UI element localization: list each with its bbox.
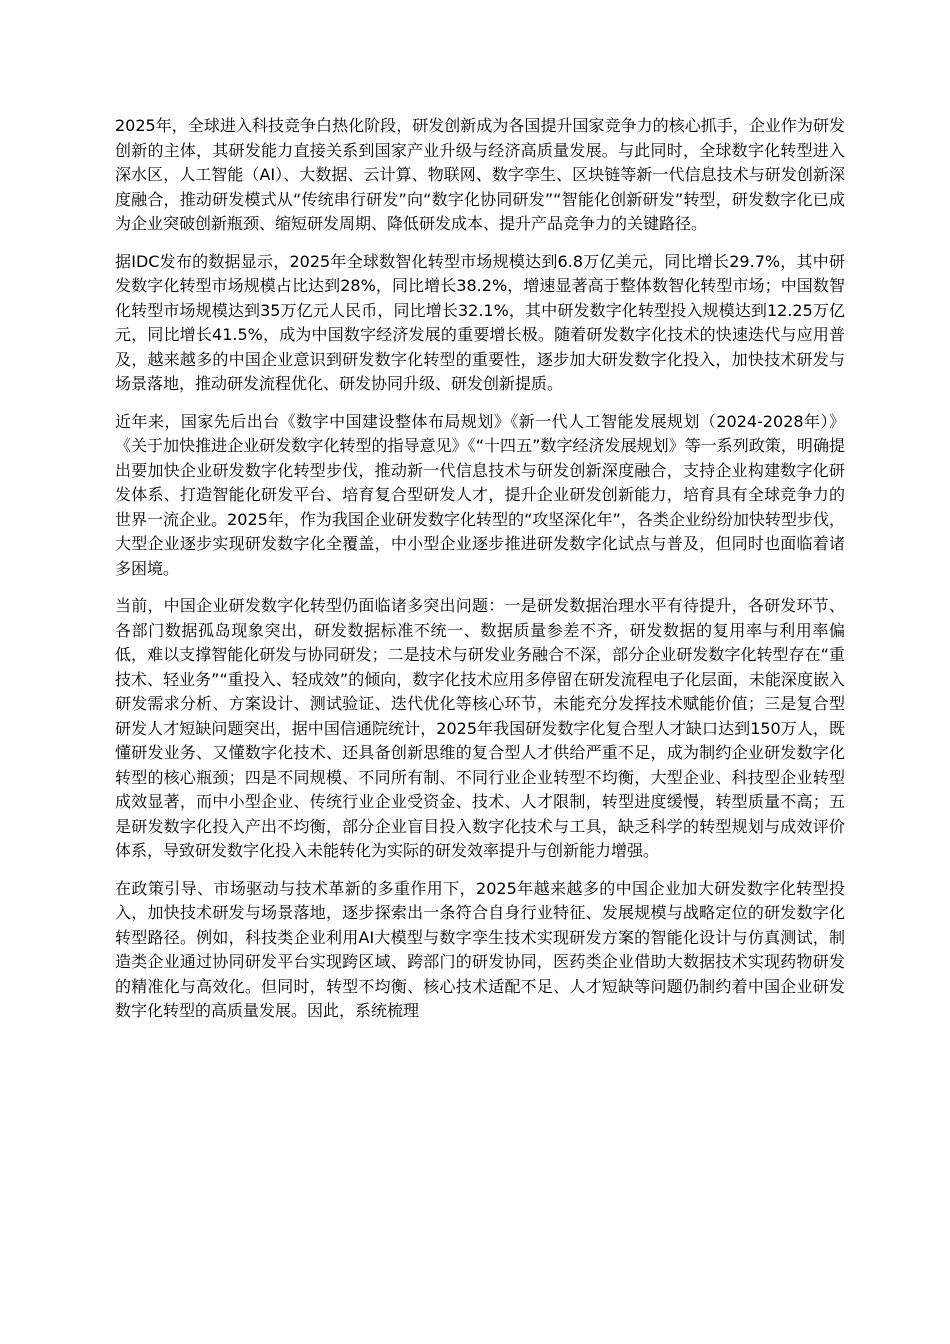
paragraph-practice: 在政策引导、市场驱动与技术革新的多重作用下，2025年越来越多的中国企业加大研发数字化转型投入，加快技术研发与场景落地，逐步探索出一条符合自身行业特征、发展规模与战略定位的研发数字化转型路径。例如，科技类企业利用AI大模型与数字孪生技术实现研发方案的智能化设计与仿真测试，制造类企业通过协同研发平台实现跨区域、跨部门的研发协同，医药类企业借助大数据技术实现药物研发的精准化与高效化。但同时，转型不均衡、核心技术适配不足、人才短缺等问题仍制约着中国企业研发数字化转型的高质量发展。因此，系统梳理 — [115, 878, 845, 1020]
paragraph-problems: 当前，中国企业研发数字化转型仍面临诸多突出问题：一是研发数据治理水平有待提升，各研发环节、各部门数据孤岛现象突出，研发数据标准不统一、数据质量参差不齐，研发数据的复用率与利用率偏低，难以支撑智能化研发与协同研发；二是技术与研发业务融合不深，部分企业研发数字化转型存在“重技术、轻业务”“重投入、轻成效”的倾向，数字化技术应用多停留在研发流程电子化层面，未能深度嵌入研发需求分析、方案设计、测试验证、迭代优化等核心环节，未能充分发挥技术赋能价值；三是复合型研发人才短缺问题突出，据中国信通院统计，2025年我国研发数字化复合型人才缺口达到150万人，既懂研发业务、又懂数字化技术、还具备创新思维的复合型人才供给严重不足，成为制约企业研发数字化转型的核心瓶颈；四是不同规模、不同所有制、不同行业企业转型不均衡，大型企业、科技型企业转型成效显著，而中小型企业、传统行业企业受资金、技术、人才限制，转型进度缓慢，转型质量不高；五是研发数字化投入产出不均衡，部分企业盲目投入数字化技术与工具，缺乏科学的转型规划与成效评价体系，导致研发数字化投入未能转化为实际的研发效率提升与创新能力增强。 — [115, 596, 845, 860]
paragraph-policy: 近年来，国家先后出台《数字中国建设整体布局规划》《新一代人工智能发展规划（2024-2028年）》《关于加快推进企业研发数字化转型的指导意见》《“十四五”数字经济发展规划》等一系列政策，明确提出要加快企业研发数字化转型步伐，推动新一代信息技术与研发创新深度融合，支持企业构建数字化研发体系、打造智能化研发平台、培育复合型研发人才，提升企业研发创新能力，培育具有全球竞争力的世界一流企业。2025年，作为我国企业研发数字化转型的“攻坚深化年”，各类企业纷纷加快转型步伐，大型企业逐步实现研发数字化全覆盖，中小型企业逐步推进研发数字化试点与普及，但同时也面临着诸多困境。 — [115, 411, 845, 578]
document-body — [115, 114, 845, 1037]
paragraph-market-data: 据IDC发布的数据显示，2025年全球数智化转型市场规模达到6.8万亿美元，同比增长29.7%，其中研发数字化转型市场规模占比达到28%，同比增长38.2%，增速显著高于整体数智化转型市场；中国数智化转型市场规模达到35万亿元人民币，同比增长32.1%，其中研发数字化转型投入规模达到12.25万亿元，同比增长41.5%，成为中国数字经济发展的重要增长极。随着研发数字化技术的快速迭代与应用普及，越来越多的中国企业意识到研发数字化转型的重要性，逐步加大研发数字化投入，加快技术研发与场景落地，推动研发流程优化、研发协同升级、研发创新提质。 — [115, 251, 845, 393]
paragraph-intro: 2025年，全球进入科技竞争白热化阶段，研发创新成为各国提升国家竞争力的核心抓手，企业作为研发创新的主体，其研发能力直接关系到国家产业升级与经济高质量发展。与此同时，全球数字化转型进入深水区，人工智能（AI）、大数据、云计算、物联网、数字孪生、区块链等新一代信息技术与研发创新深度融合，推动研发模式从“传统串行研发”向“数字化协同研发”“智能化创新研发”转型，研发数字化已成为企业突破创新瓶颈、缩短研发周期、降低研发成本、提升产品竞争力的关键路径。 — [115, 116, 845, 233]
